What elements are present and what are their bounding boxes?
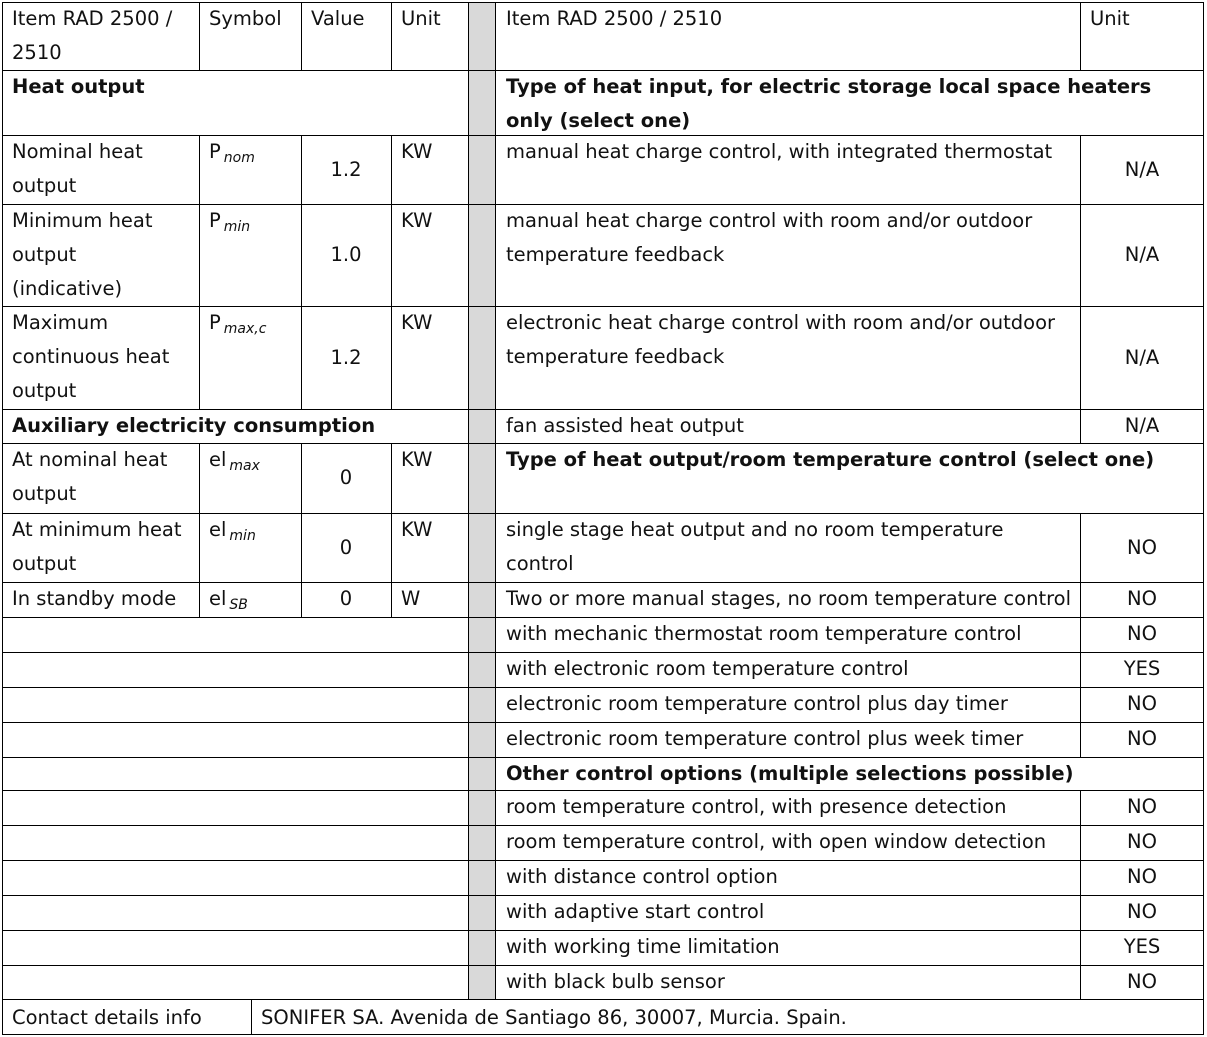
heat-input-row-label: manual heat charge control, with integrated thermostat bbox=[506, 140, 1053, 163]
heat-row-label: Nominal heat output bbox=[12, 140, 143, 197]
heat-input-row-label: manual heat charge control with room and/or outdoor temperature feedback bbox=[506, 209, 1033, 266]
grid-line bbox=[2, 135, 1204, 136]
symbol-subscript: max,c bbox=[223, 321, 267, 337]
grid-line bbox=[2, 617, 1204, 618]
heat-row-value: 1.0 bbox=[330, 243, 362, 266]
control-row-label: electronic room temperature control plus day timer bbox=[506, 692, 1008, 715]
heat-input-row-label: fan assisted heat output bbox=[506, 414, 744, 437]
contact-value: SONIFER SA. Avenida de Santiago 86, 30007, Murcia. Spain. bbox=[261, 1006, 847, 1029]
heat-row-symbol bbox=[199, 204, 301, 306]
section-temperature-control: Type of heat output/room temperature control (select one) bbox=[506, 448, 1155, 471]
control-row-value: NO bbox=[1127, 692, 1157, 715]
left-header-symbol: Symbol bbox=[209, 7, 282, 30]
aux-row-value: 0 bbox=[339, 466, 353, 489]
aux-row-symbol bbox=[199, 513, 301, 582]
grid-line bbox=[2, 965, 1204, 966]
border-line bbox=[2, 2, 1204, 3]
aux-row-symbol bbox=[199, 443, 301, 513]
heat-row-unit: KW bbox=[401, 311, 433, 334]
symbol-subscript: min bbox=[229, 528, 256, 544]
symbol-main: P bbox=[209, 140, 221, 163]
aux-row-label: At nominal heat output bbox=[12, 448, 168, 505]
other-row-label: with adaptive start control bbox=[506, 900, 765, 923]
border-line bbox=[1203, 2, 1204, 1035]
grid-line bbox=[2, 687, 1204, 688]
grid-line bbox=[1080, 135, 1081, 443]
section-heat-input: Type of heat input, for electric storage local space heaters only (select one) bbox=[506, 75, 1152, 132]
grid-line bbox=[301, 135, 302, 409]
symbol-main: el bbox=[209, 448, 227, 471]
grid-line bbox=[2, 513, 1204, 514]
heat-row-value: 1.2 bbox=[330, 157, 362, 181]
control-row-value: NO bbox=[1127, 587, 1157, 610]
grid-line bbox=[2, 722, 1204, 723]
grid-line bbox=[468, 2, 469, 999]
grid-line bbox=[391, 443, 392, 617]
grid-line bbox=[2, 757, 1204, 758]
heat-row-unit: KW bbox=[401, 140, 433, 163]
symbol-main: P bbox=[209, 311, 221, 334]
grid-line bbox=[2, 582, 1204, 583]
column-separator bbox=[468, 2, 495, 999]
heat-row-unit: KW bbox=[401, 209, 433, 232]
other-row-value: NO bbox=[1127, 970, 1157, 993]
other-row-label: with working time limitation bbox=[506, 935, 780, 958]
grid-line bbox=[2, 895, 1204, 896]
control-row-label: Two or more manual stages, no room temperature control bbox=[506, 587, 1072, 610]
symbol-main: el bbox=[209, 518, 227, 541]
control-row-value: NO bbox=[1127, 622, 1157, 645]
grid-line bbox=[2, 306, 1204, 307]
aux-row-value: 0 bbox=[339, 587, 353, 610]
heat-input-row-label: electronic heat charge control with room and/or outdoor temperature feedback bbox=[506, 311, 1056, 368]
symbol-subscript: min bbox=[223, 219, 251, 235]
symbol-subscript: nom bbox=[223, 150, 255, 166]
heat-input-row-value: N/A bbox=[1124, 243, 1160, 266]
border-line bbox=[2, 2, 3, 1035]
control-row-label: with electronic room temperature control bbox=[506, 657, 909, 680]
contact-label: Contact details info bbox=[12, 1006, 202, 1029]
symbol-main: el bbox=[209, 587, 227, 610]
heat-row-label: Maximum continuous heat output bbox=[12, 311, 170, 402]
heat-row-symbol bbox=[199, 306, 301, 409]
other-row-label: room temperature control, with open window detection bbox=[506, 830, 1047, 853]
grid-line bbox=[199, 2, 200, 70]
other-row-label: with black bulb sensor bbox=[506, 970, 725, 993]
heat-row-label: Minimum heat output (indicative) bbox=[12, 209, 153, 300]
symbol-subscript: max bbox=[229, 458, 260, 474]
product-info-table bbox=[2, 2, 1204, 1035]
heat-row-symbol bbox=[199, 135, 301, 204]
section-auxiliary: Auxiliary electricity consumption bbox=[12, 414, 376, 437]
heat-row-value: 1.2 bbox=[330, 345, 362, 369]
other-row-value: NO bbox=[1127, 830, 1157, 853]
grid-line bbox=[1080, 513, 1081, 757]
grid-line bbox=[301, 2, 302, 70]
grid-line bbox=[2, 825, 1204, 826]
other-row-label: room temperature control, with presence detection bbox=[506, 795, 1007, 818]
other-row-value: NO bbox=[1127, 795, 1157, 818]
symbol-main: P bbox=[209, 209, 221, 232]
border-line bbox=[2, 1034, 1204, 1035]
grid-line bbox=[199, 443, 200, 617]
grid-line bbox=[2, 409, 1204, 410]
control-row-label: single stage heat output and no room temperature control bbox=[506, 518, 1004, 575]
grid-line bbox=[2, 790, 1204, 791]
other-row-value: NO bbox=[1127, 900, 1157, 923]
grid-line bbox=[2, 70, 1204, 71]
aux-row-value: 0 bbox=[339, 535, 353, 559]
grid-line bbox=[2, 652, 1204, 653]
aux-row-label: At minimum heat output bbox=[12, 518, 182, 575]
grid-line bbox=[495, 2, 496, 999]
left-header-unit: Unit bbox=[401, 7, 441, 30]
aux-row-unit: KW bbox=[401, 518, 433, 541]
section-heat-output: Heat output bbox=[12, 75, 145, 98]
other-row-value: NO bbox=[1127, 865, 1157, 888]
heat-input-row-value: N/A bbox=[1124, 414, 1160, 437]
control-row-label: electronic room temperature control plus week timer bbox=[506, 727, 1024, 750]
symbol-subscript: SB bbox=[229, 597, 248, 613]
aux-row-unit: KW bbox=[401, 448, 433, 471]
left-header-item: Item RAD 2500 / 2510 bbox=[12, 7, 173, 64]
grid-line bbox=[251, 999, 252, 1035]
grid-line bbox=[1080, 790, 1081, 999]
grid-line bbox=[1080, 2, 1081, 70]
grid-line bbox=[2, 204, 1204, 205]
control-row-value: NO bbox=[1127, 727, 1157, 750]
grid-line bbox=[2, 443, 1204, 444]
grid-line bbox=[2, 860, 1204, 861]
section-other-controls: Other control options (multiple selections possible) bbox=[506, 762, 1074, 785]
heat-input-row-value: N/A bbox=[1124, 345, 1160, 369]
aux-row-unit: W bbox=[401, 587, 421, 610]
aux-row-label: In standby mode bbox=[12, 587, 177, 610]
right-header-item: Item RAD 2500 / 2510 bbox=[506, 7, 723, 30]
left-header-value: Value bbox=[311, 7, 365, 30]
aux-row-symbol bbox=[199, 582, 301, 617]
grid-line bbox=[391, 135, 392, 409]
grid-line bbox=[2, 930, 1204, 931]
grid-line bbox=[391, 2, 392, 70]
control-row-value: YES bbox=[1123, 657, 1161, 680]
grid-line bbox=[199, 135, 200, 409]
other-row-label: with distance control option bbox=[506, 865, 778, 888]
heat-input-row-value: N/A bbox=[1124, 157, 1160, 181]
grid-line bbox=[301, 443, 302, 617]
control-row-value: NO bbox=[1127, 535, 1157, 559]
control-row-label: with mechanic thermostat room temperature control bbox=[506, 622, 1022, 645]
grid-line bbox=[2, 999, 1204, 1000]
right-header-unit: Unit bbox=[1090, 7, 1130, 30]
other-row-value: YES bbox=[1123, 935, 1161, 958]
